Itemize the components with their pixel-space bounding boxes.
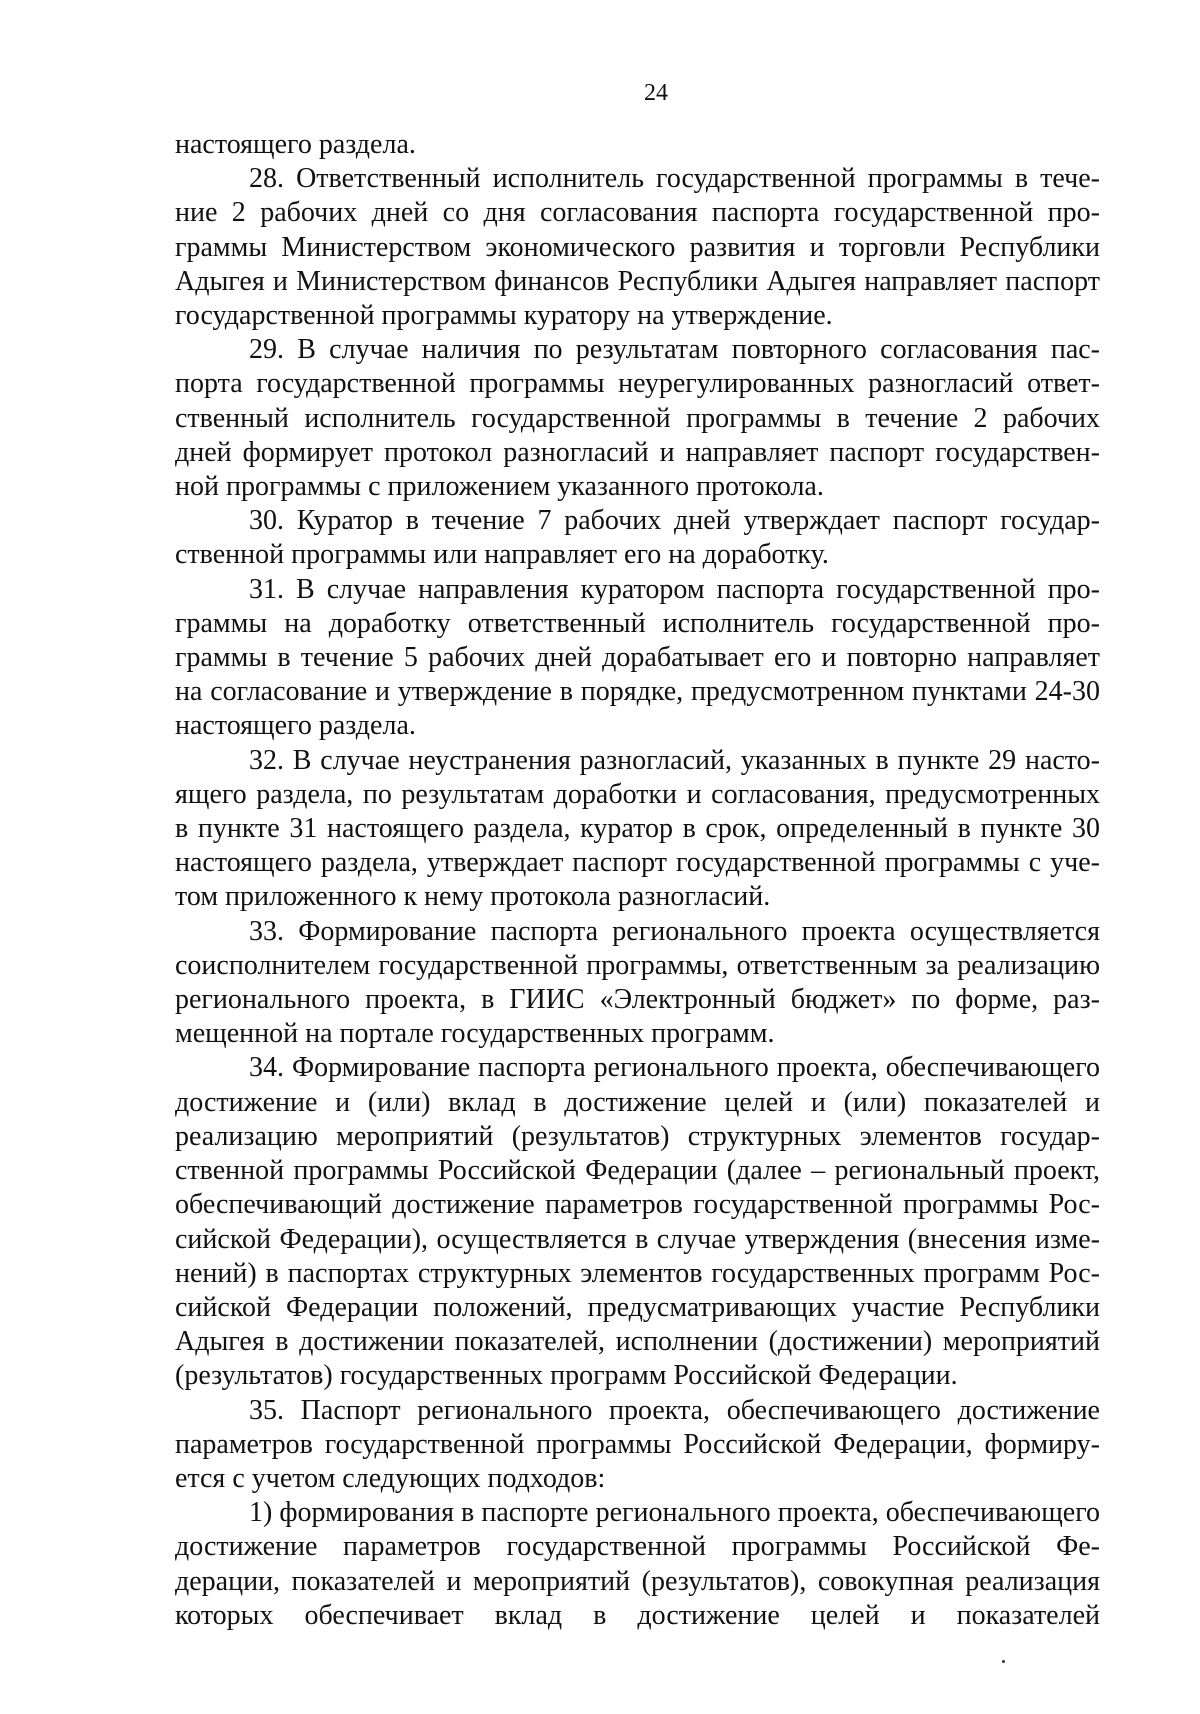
paragraph-34: 34. Формирование паспорта регионального проекта, обеспечивающего достижение и (или) вклад в достижение целей и (или) показателей и реализацию мероприятий (результатов) структурных элементов государственной программы Российской Федерации (далее – региональный проект, обеспечивающий достижение параметров государственной программы Российской Федерации), осуществляется в случае утверждения (внесения изменений) в паспортах структурных элементов государственных программ Российской Федерации положений, предусматривающих участие Республики Адыгея в достижении показателей, исполнении (достижении) мероприятий (результатов) государственных программ Российской Федерации. [175, 1052, 1100, 1392]
paragraph-28: 28. Ответственный исполнитель государственной программы в течение 2 рабочих дней со дня согласования паспорта государственной программы Министерством экономического развития и торговли Республики Адыгея и Министерством финансов Республики Адыгея направляет паспорт государственной программы куратору на утверждение. [175, 163, 1100, 332]
paragraph-30: 30. Куратор в течение 7 рабочих дней утверждает паспорт государственной программы или направляет его на доработку. [175, 505, 1100, 571]
paragraph-33: 33. Формирование паспорта регионального проекта осуществляется соисполнителем государственной программы, ответственным за реализацию регионального проекта, в ГИИС «Электронный бюджет» по форме, размещенной на портале государственных программ. [175, 915, 1100, 1050]
paragraph-32: 32. В случае неустранения разногласий, указанных в пункте 29 настоящего раздела, по результатам доработки и согласования, предусмотренных в пункте 31 настоящего раздела, куратор в срок, определенный в пункте 30 настоящего раздела, утверждает паспорт государственной программы с учетом приложенного к нему протокола разногласий. [175, 744, 1100, 913]
paragraph-continuation: настоящего раздела. [175, 129, 416, 160]
paragraph-31: 31. В случае направления куратором паспорта государственной программы на доработку ответственный исполнитель государственной программы в течение 5 рабочих дней дорабатывает его и повторно направляет на согласование и утверждение в порядке, предусмотренном пунктами 24-30 настоящего раздела. [175, 573, 1100, 742]
page-number: 24 [644, 80, 668, 106]
paragraph-35-item-1: 1) формирования в паспорте регионального проекта, обеспечивающего достижение параметров государственной программы Российской Федерации, показателей и мероприятий (результатов), совокупная реализация которых обеспечивает вклад в достижение целей и показателей [175, 1497, 1100, 1631]
paragraph-29: 29. В случае наличия по результатам повторного согласования паспорта государственной программы неурегулированных разногласий ответственный исполнитель государственной программы в течение 2 рабочих дней формирует протокол разногласий и направляет паспорт государственной программы с приложением указанного протокола. [175, 334, 1100, 503]
document-body [175, 128, 1100, 1633]
scan-speck [1002, 1660, 1005, 1663]
paragraph-35: 35. Паспорт регионального проекта, обеспечивающего достижение параметров государственной программы Российской Федерации, формируется с учетом следующих подходов: [175, 1394, 1100, 1494]
